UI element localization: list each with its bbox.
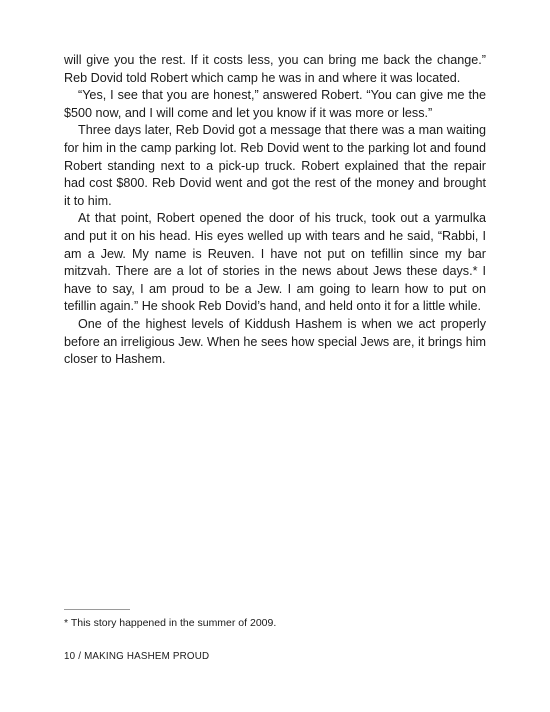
paragraph-yarmulka: At that point, Robert opened the door of his truck, took out a yarmulka and put it on his head. His eyes welled up with tears and he said, “Rabbi, I am a Jew. My name is Reuven. I have not put on tefillin since my bar mitzvah. There are a lot of stories in the news about Jews these days.* I have to say, I am proud to be a Jew. I am going to learn how to put on tefillin again.” He shook Reb Dovid’s hand, and held onto it for a little while. [64,211,486,314]
paragraph-kiddush-hashem: One of the highest levels of Kiddush Hashem is when we act properly before an irreligious Jew. When he sees how special Jews are, it brings him closer to Hashem. [64,316,486,367]
body-text [64,52,486,369]
paragraph-three-days-later: Three days later, Reb Dovid got a message that there was a man waiting for him in the camp parking lot. Reb Dovid went to the parking lot and found Robert standing next to a pick-up truck. Robert explained that the repair had cost $800. Reb Dovid went and got the rest of the money and brought it to him. [64,123,486,208]
footnote: * This story happened in the summer of 2009. [64,617,277,629]
footnote-divider [64,609,130,610]
page-footer: 10 / MAKING HASHEM PROUD [64,651,210,662]
paragraph-continued: will give you the rest. If it costs less, you can bring me back the change.” Reb Dovid told Robert which camp he was in and where it was located. [64,53,486,85]
paragraph-robert-reply: “Yes, I see that you are honest,” answered Robert. “You can give me the $500 now, and I will come and let you know if it was more or less.” [64,88,486,120]
